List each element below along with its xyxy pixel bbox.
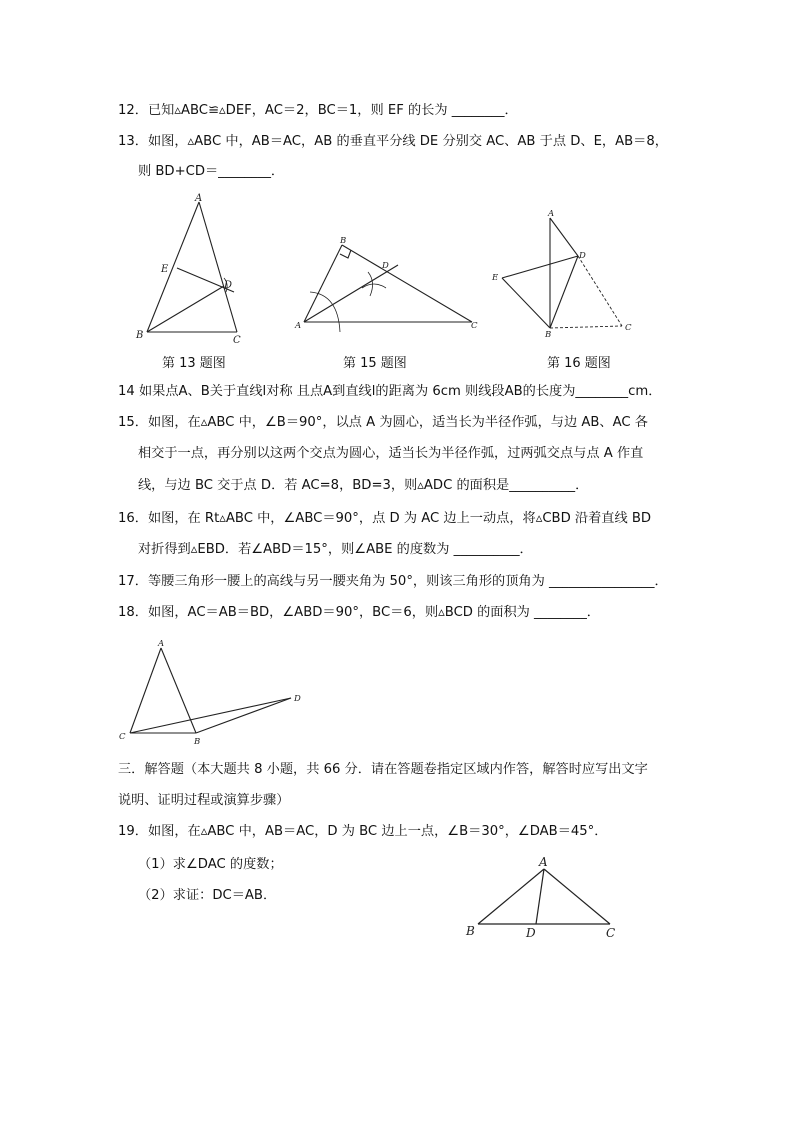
fig13-label-d: D — [224, 280, 233, 291]
question-13-line2: 则 BD+CD＝________． — [138, 164, 285, 179]
fig19-label-a: A — [539, 855, 548, 869]
section-3-heading-line2: 说明、证明过程或演算步骤） — [118, 793, 290, 808]
fig19-label-b: B — [466, 924, 475, 938]
fig16-label-c: C — [625, 323, 632, 333]
figure-13-caption: 第 13 题图 — [162, 356, 226, 371]
fig15-label-d: D — [382, 261, 389, 271]
section-3-heading-line1: 三．解答题（本大题共 8 小题，共 66 分．请在答题卷指定区域内作答，解答时应写出文字 — [118, 762, 648, 777]
fig15-label-b: B — [340, 236, 347, 246]
fig16-label-e: E — [492, 273, 499, 283]
fig19-label-c: C — [606, 926, 616, 940]
fig16-label-a: A — [548, 209, 555, 219]
fig13-label-a: A — [195, 193, 203, 204]
figure-15 — [290, 232, 490, 342]
question-16-line2: 对折得到▵EBD．若∠ABD＝15°，则∠ABE 的度数为 __________． — [138, 542, 533, 557]
figure-19 — [460, 850, 630, 945]
fig15-label-c: C — [471, 321, 478, 331]
question-14: 14 如果点A、B关于直线l对称 且点A到直线l的距离为 6cm 则线段AB的长度为________cm． — [118, 384, 662, 399]
fig18-label-d: D — [294, 694, 301, 704]
fig18-label-c: C — [119, 732, 126, 742]
question-19-part2: （2）求证：DC＝AB． — [138, 888, 277, 903]
fig16-label-d: D — [579, 251, 586, 261]
fig13-label-e: E — [161, 264, 169, 275]
figure-15-caption: 第 15 题图 — [343, 356, 407, 371]
fig15-label-a: A — [295, 321, 302, 331]
fig16-label-b: B — [545, 330, 552, 340]
question-17: 17．等腰三角形一腰上的高线与另一腰夹角为 50°，则该三角形的顶角为 ________________． — [118, 574, 668, 589]
figure-18 — [114, 636, 314, 746]
question-13-line1: 13．如图，▵ABC 中，AB＝AC，AB 的垂直平分线 DE 分别交 AC、AB 于点 D、E，AB＝8， — [118, 134, 668, 149]
question-15-line2: 相交于一点，再分别以这两个交点为圆心，适当长为半径作弧，过两弧交点与点 A 作直 — [138, 446, 644, 461]
question-16-line1: 16．如图，在 Rt▵ABC 中，∠ABC＝90°，点 D 为 AC 边上一动点，将▵CBD 沿着直线 BD — [118, 511, 652, 526]
fig18-label-a: A — [158, 639, 165, 649]
figure-16 — [490, 204, 640, 344]
fig13-label-c: C — [233, 335, 241, 346]
question-19-part1: （1）求∠DAC 的度数； — [138, 857, 283, 872]
question-15-line3: 线，与边 BC 交于点 D．若 AC=8，BD=3，则▵ADC 的面积是__________． — [138, 478, 589, 493]
figure-13 — [130, 192, 250, 352]
fig19-label-d: D — [526, 926, 536, 940]
question-12: 12．已知▵ABC≌▵DEF，AC＝2，BC＝1，则 EF 的长为 ________． — [118, 103, 518, 118]
fig13-label-b: B — [136, 330, 144, 341]
figure-16-caption: 第 16 题图 — [547, 356, 611, 371]
question-18: 18．如图，AC＝AB＝BD，∠ABD＝90°，BC＝6，则▵BCD 的面积为 ________． — [118, 605, 600, 620]
question-15-line1: 15．如图，在▵ABC 中，∠B＝90°，以点 A 为圆心，适当长为半径作弧，与边 AB、AC 各 — [118, 415, 648, 430]
fig18-label-b: B — [194, 737, 201, 747]
question-19-stem: 19．如图，在▵ABC 中，AB＝AC，D 为 BC 边上一点，∠B＝30°，∠DAB＝45°． — [118, 824, 608, 839]
